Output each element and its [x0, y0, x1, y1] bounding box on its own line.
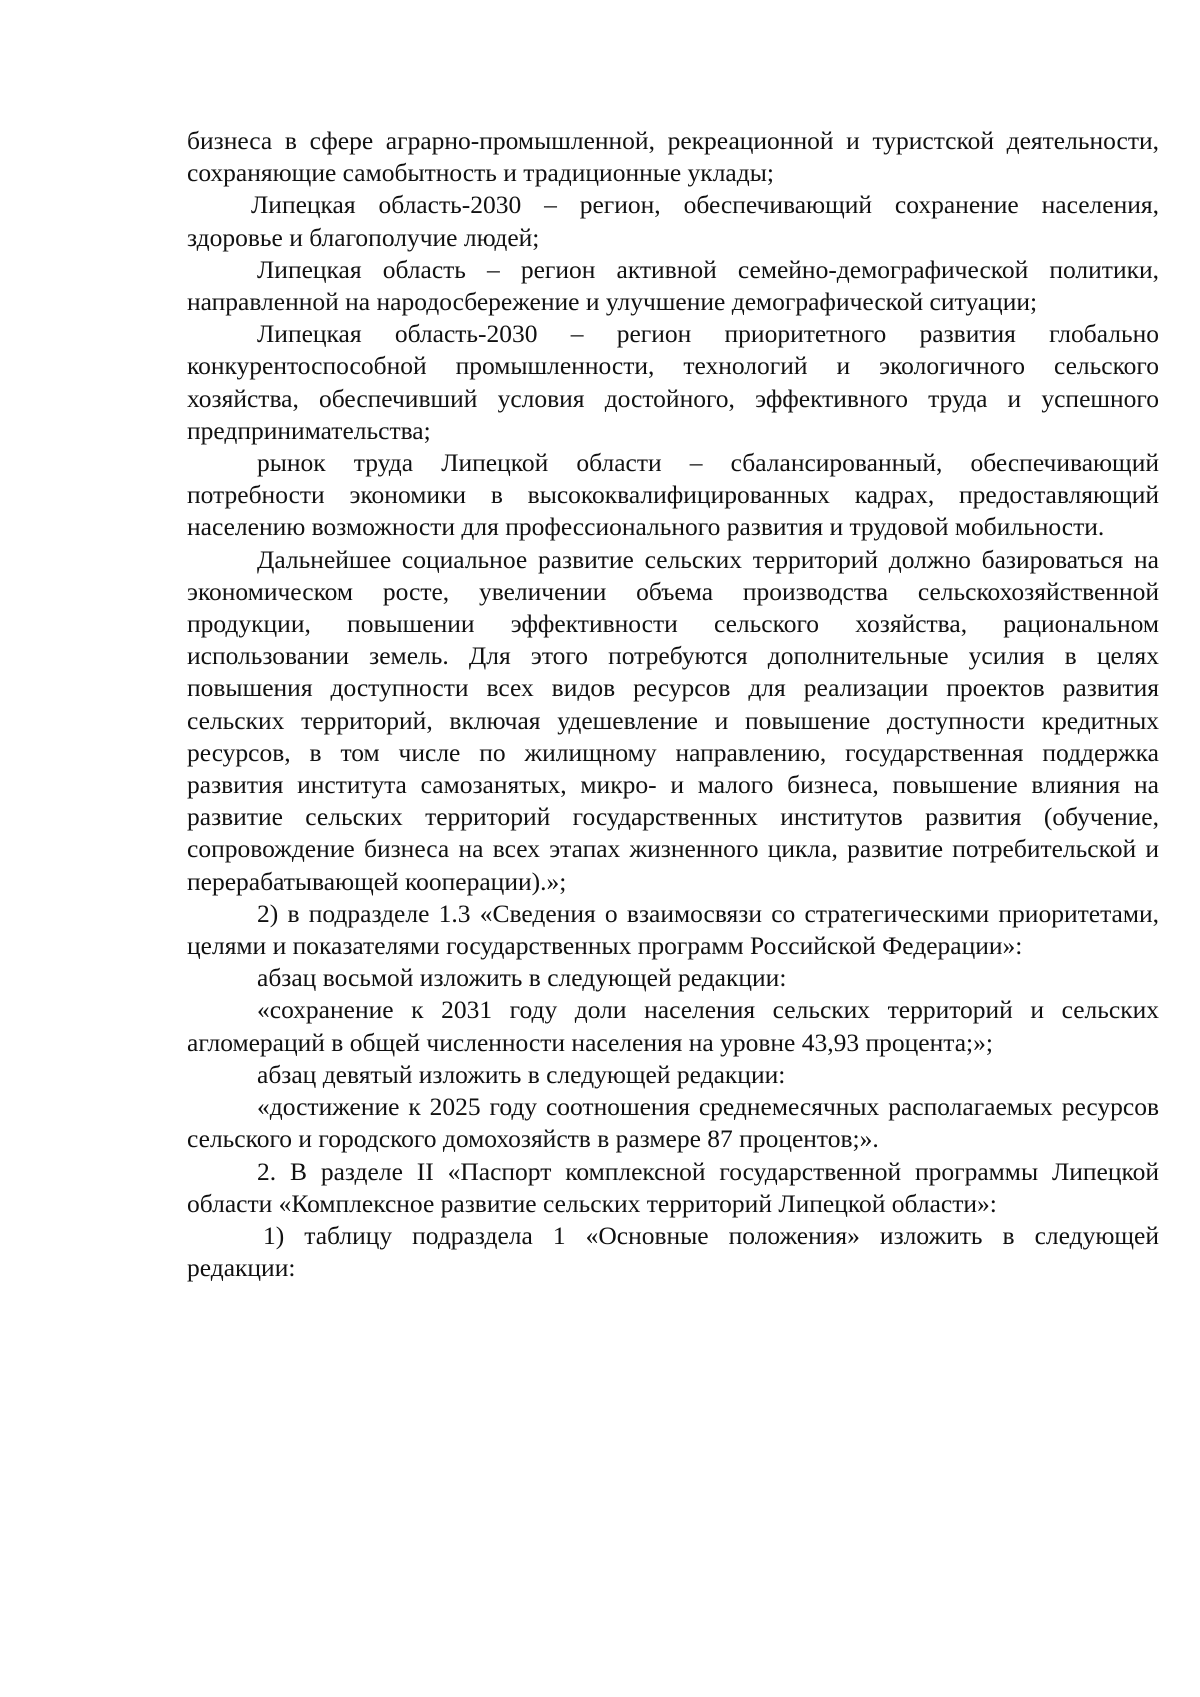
paragraph-labor-market: рынок труда Липецкой области – сбалансированный, обеспечивающий потребности экономики в высококвалифицированных кадрах, предоставляющий населению возможности для профессионального развития и трудовой мобильности.	[187, 448, 1159, 542]
paragraph-household-resources: «достижение к 2025 году соотношения среднемесячных располагаемых ресурсов сельского и городского домохозяйств в размере 87 процентов;».	[187, 1092, 1159, 1154]
paragraph-rural-development: Дальнейшее социальное развитие сельских территорий должно базироваться на экономическом росте, увеличении объема производства сельскохозяйственной продукции, повышении эффективности сельского хозяйства, рациональном использовании земель. Для этого потребуются дополнительные усилия в целях повышения доступности всех видов ресурсов для реализации проектов развития сельских территорий, включая удешевление и повышение доступности кредитных ресурсов, в том числе по жилищному направлению, государственная поддержка развития института самозанятых, микро- и малого бизнеса, повышение влияния на развитие сельских территорий государственных институтов развития (обучение, сопровождение бизнеса на всех этапах жизненного цикла, развитие потребительской и перерабатывающей кооперации).»;	[187, 544, 1159, 896]
paragraph-region-demography: Липецкая область – регион активной семейно-демографической политики, направленной на народосбережение и улучшение демографической ситуации;	[187, 254, 1159, 317]
paragraph-subsection-1-table: 1) таблицу подраздела 1 «Основные положения» изложить в следующей редакции:	[187, 1220, 1159, 1283]
paragraph-region-industry: Липецкая область-2030 – регион приоритетного развития глобально конкурентоспособной промышленности, технологий и экологичного сельского хозяйства, обеспечивший условия достойного, эффективного труда и успешного предпринимательства;	[187, 319, 1159, 445]
paragraph-section-2: 2. В разделе II «Паспорт комплексной государственной программы Липецкой области «Комплексное развитие сельских территорий Липецкой области»:	[187, 1156, 1159, 1218]
document-body	[187, 125, 1159, 1284]
paragraph-eighth-clause: абзац восьмой изложить в следующей редакции:	[257, 963, 787, 993]
paragraph-ninth-clause: абзац девятый изложить в следующей редакции:	[257, 1059, 786, 1089]
paragraph-rural-population-share: «сохранение к 2031 году доли населения сельских территорий и сельских агломераций в общей численности населения на уровне 43,93 процента;»;	[187, 995, 1159, 1057]
paragraph-region-population: Липецкая область-2030 – регион, обеспечивающий сохранение населения, здоровье и благополучие людей;	[187, 190, 1159, 252]
paragraph-business-sphere: бизнеса в сфере аграрно-промышленной, рекреационной и туристской деятельности, сохраняющие самобытность и традиционные уклады;	[187, 126, 1159, 188]
paragraph-subsection-1-3: 2) в подразделе 1.3 «Сведения о взаимосвязи со стратегическими приоритетами, целями и показателями государственных программ Российской Федерации»:	[187, 898, 1159, 961]
